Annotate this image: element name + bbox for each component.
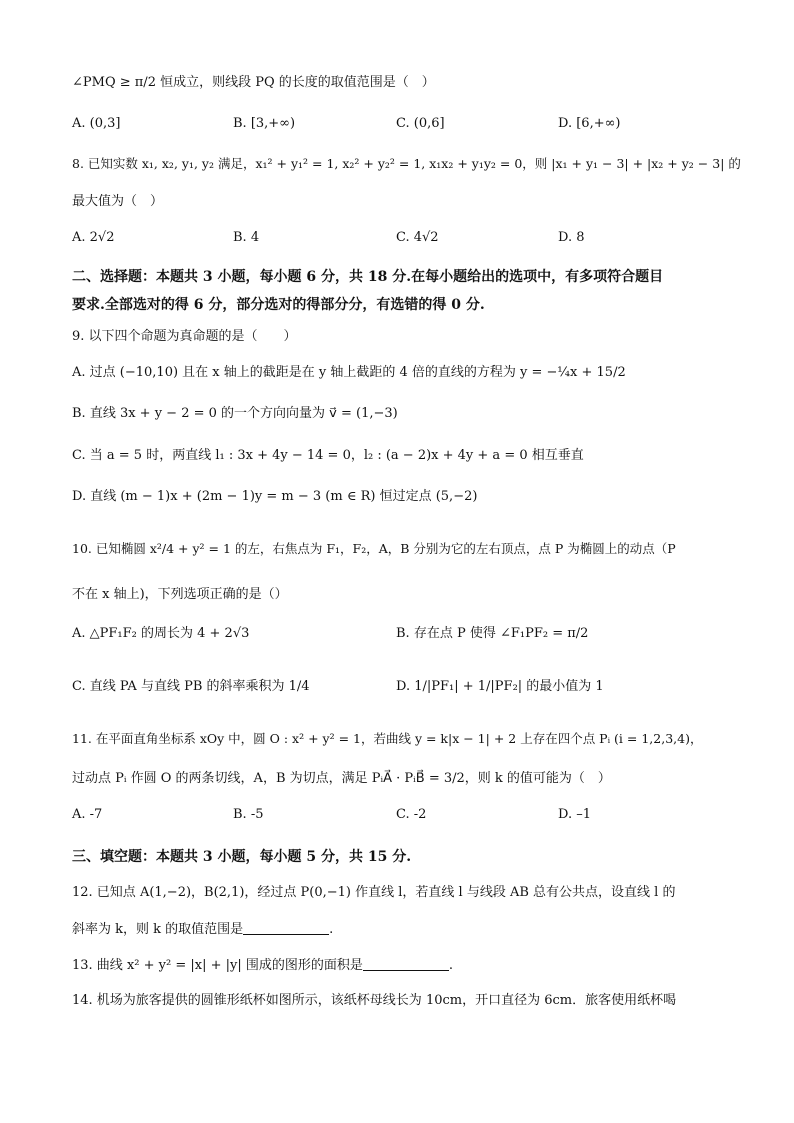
- q10-stem: 10. 已知椭圆 x²/4 + y² = 1 的左，右焦点为 F₁，F₂，A，B 分别为它的左右顶点，点 P 为椭圆上的动点（P: [72, 541, 676, 556]
- q10-option-c[interactable]: C. 直线 PA 与直线 PB 的斜率乘积为 1/4: [72, 679, 310, 694]
- section-3-heading: 三、填空题：本题共 3 小题，每小题 5 分，共 15 分.: [72, 849, 412, 865]
- q12-stem-cont: [72, 922, 333, 936]
- q11-stem-cont: 过动点 Pᵢ 作圆 O 的两条切线，A，B 为切点，满足 PᵢA⃗ · PᵢB⃗ = 3/2，则 k 的值可能为（ ）: [72, 771, 611, 786]
- q7-stem-tail: ∠PMQ ≥ π/2 恒成立，则线段 PQ 的长度的取值范围是（ ）: [72, 75, 435, 90]
- q13-stem: [72, 958, 453, 972]
- q10-option-b[interactable]: B. 存在点 P 使得 ∠F₁PF₂ = π/2: [396, 626, 589, 641]
- q10-stem-cont: 不在 x 轴上)，下列选项正确的是（）: [72, 587, 288, 602]
- q8-option-d[interactable]: D. 8: [558, 230, 585, 245]
- q8-option-b[interactable]: B. 4: [233, 230, 260, 245]
- q10-option-d[interactable]: D. 1/|PF₁| + 1/|PF₂| 的最小值为 1: [396, 679, 604, 694]
- q14-stem: 14. 机场为旅客提供的圆锥形纸杯如图所示，该纸杯母线长为 10cm，开口直径为 6cm．旅客使用纸杯喝: [72, 993, 677, 1008]
- q12-answer-blank[interactable]: [243, 922, 329, 935]
- q7-option-d[interactable]: D. [6,+∞): [558, 116, 621, 131]
- q9-option-d[interactable]: D. 直线 (m − 1)x + (2m − 1)y = m − 3 (m ∈ R) 恒过定点 (5,−2): [72, 489, 478, 504]
- q9-option-a[interactable]: A. 过点 (−10,10) 且在 x 轴上的截距是在 y 轴上截距的 4 倍的直线的方程为 y = −¼x + 15/2: [72, 365, 626, 380]
- q9-option-c[interactable]: C. 当 a = 5 时，两直线 l₁ : 3x + 4y − 14 = 0，l₂ : (a − 2)x + 4y + a = 0 相互垂直: [72, 448, 584, 463]
- q8-option-a[interactable]: A. 2√2: [72, 230, 115, 245]
- section-2-heading-cont: 要求.全部选对的得 6 分，部分选对的得部分分，有选错的得 0 分.: [72, 297, 485, 313]
- q8-stem-cont: 最大值为（ ）: [72, 194, 164, 209]
- q12-stem: 12. 已知点 A(1,−2)，B(2,1)，经过点 P(0,−1) 作直线 l，若直线 l 与线段 AB 总有公共点，设直线 l 的: [72, 885, 676, 900]
- q11-option-b[interactable]: B. -5: [233, 807, 264, 822]
- q7-option-a[interactable]: A. (0,3]: [72, 116, 121, 131]
- q12-text: 斜率为 k，则 k 的取值范围是: [72, 922, 244, 937]
- q7-option-b[interactable]: B. [3,+∞): [233, 116, 296, 131]
- q11-option-d[interactable]: D. –1: [558, 807, 591, 822]
- q12-period: .: [329, 922, 334, 937]
- q9-option-b[interactable]: B. 直线 3x + y − 2 = 0 的一个方向向量为 v⃗ = (1,−3): [72, 406, 398, 421]
- q13-answer-blank[interactable]: [363, 958, 449, 971]
- q13-period: .: [448, 958, 453, 973]
- q11-option-c[interactable]: C. -2: [396, 807, 427, 822]
- q9-stem: 9. 以下四个命题为真命题的是（ ）: [72, 329, 297, 344]
- q10-option-a[interactable]: A. △PF₁F₂ 的周长为 4 + 2√3: [72, 626, 250, 641]
- q11-option-a[interactable]: A. -7: [72, 807, 103, 822]
- section-2-heading: 二、选择题：本题共 3 小题，每小题 6 分，共 18 分.在每小题给出的选项中，有多项符合题目: [72, 269, 664, 285]
- q8-stem: 8. 已知实数 x₁, x₂, y₁, y₂ 满足，x₁² + y₁² = 1, x₂² + y₂² = 1, x₁x₂ + y₁y₂ = 0，则 |x₁ + y₁ − 3| + |x₂ + y₂ − 3| 的: [72, 156, 741, 171]
- q11-stem: 11. 在平面直角坐标系 xOy 中，圆 O : x² + y² = 1，若曲线 y = k|x − 1| + 2 上存在四个点 Pᵢ (i = 1,2,3,4)，: [72, 731, 703, 746]
- q13-text: 13. 曲线 x² + y² = |x| + |y| 围成的图形的面积是: [72, 958, 363, 973]
- q8-option-c[interactable]: C. 4√2: [396, 230, 439, 245]
- q7-option-c[interactable]: C. (0,6]: [396, 116, 445, 131]
